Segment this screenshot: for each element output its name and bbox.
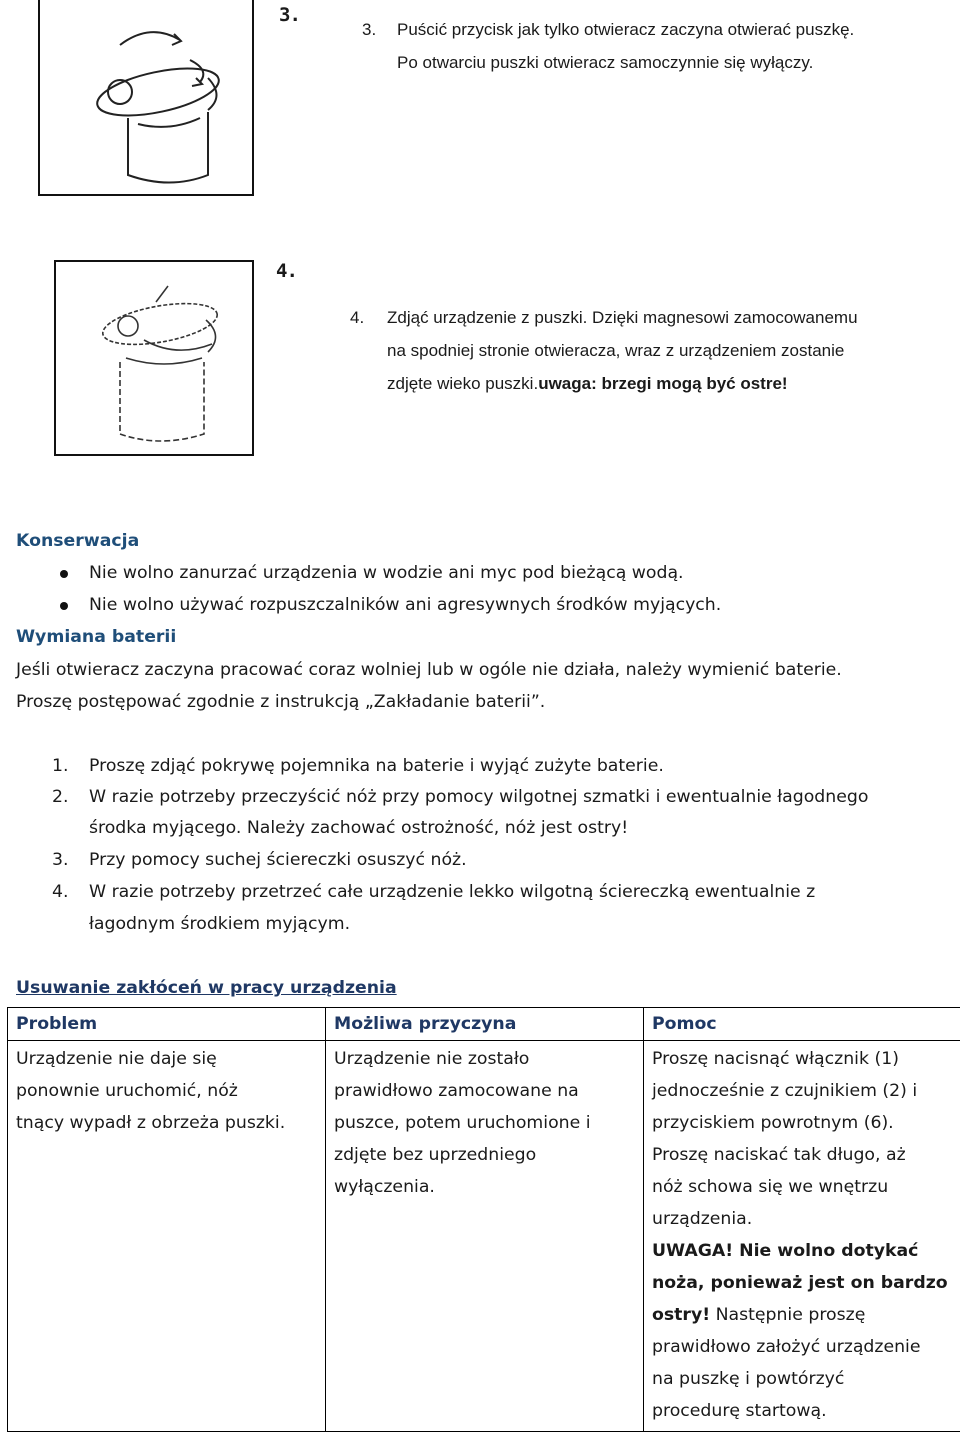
column-header-problem: Problem [8, 1008, 326, 1041]
cause-line: prawidłowo zamocowane na [334, 1075, 635, 1107]
help-line: urządzenia. [652, 1203, 952, 1235]
help-line: na puszkę i powtórzyć [652, 1363, 952, 1395]
troubleshooting-heading: Usuwanie zakłóceń w pracy urządzenia [16, 973, 397, 1004]
battery-intro-2: Proszę postępować zgodnie z instrukcją „Zakładanie baterii”. [16, 687, 545, 718]
problem-line: tnący wypadł z obrzeża puszki. [16, 1107, 317, 1139]
figure-4-number: 4. [276, 260, 297, 282]
table-row [8, 1041, 960, 1432]
help-cell [644, 1041, 960, 1432]
battery-step-3-number: 3. [52, 845, 69, 876]
bullet-icon [60, 602, 68, 610]
cause-line: zdjęte bez uprzedniego [334, 1139, 635, 1171]
battery-step-1-number: 1. [52, 751, 69, 782]
column-header-cause: Możliwa przyczyna [326, 1008, 644, 1041]
cause-line: wyłączenia. [334, 1171, 635, 1203]
battery-step-2-number: 2. [52, 782, 69, 813]
help-warning-end: ostry! [652, 1305, 710, 1325]
step-4-line-1: Zdjąć urządzenie z puszki. Dzięki magnesowi zamocowanemu [387, 301, 858, 334]
cause-line: Urządzenie nie zostało [334, 1043, 635, 1075]
help-line: Proszę naciskać tak długo, aż [652, 1139, 952, 1171]
battery-step-4-line-2: łagodnym środkiem myjącym. [89, 909, 350, 940]
bullet-icon [60, 570, 68, 578]
figure-3-frame [38, 0, 254, 196]
step-4-line-2: na spodniej stronie otwieracza, wraz z urządzeniem zostanie [387, 334, 844, 367]
step-4-number: 4. [350, 301, 364, 334]
maintenance-heading: Konserwacja [16, 526, 139, 557]
cause-cell [326, 1041, 644, 1432]
maintenance-bullet-2: Nie wolno używać rozpuszczalników ani agresywnych środków myjących. [89, 590, 721, 621]
help-line: przyciskiem powrotnym (6). [652, 1107, 952, 1139]
help-warning-line: UWAGA! Nie wolno dotykać [652, 1235, 952, 1267]
problem-line: ponownie uruchomić, nóż [16, 1075, 317, 1107]
figure-4-frame [54, 260, 254, 456]
step-3-line-1: Puścić przycisk jak tylko otwieracz zaczyna otwierać puszkę. [397, 13, 854, 46]
help-line: jednocześnie z czujnikiem (2) i [652, 1075, 952, 1107]
battery-heading: Wymiana baterii [16, 622, 176, 653]
can-opener-on-can-icon [40, 0, 252, 196]
troubleshooting-table [7, 1007, 960, 1432]
help-warning-line: noża, ponieważ jest on bardzo [652, 1267, 952, 1299]
battery-step-4-line-1: W razie potrzeby przetrzeć całe urządzenie lekko wilgotną ściereczką ewentualnie z [89, 877, 815, 908]
help-after-warning: Następnie proszę [710, 1305, 865, 1325]
problem-line: Urządzenie nie daje się [16, 1043, 317, 1075]
battery-intro-1: Jeśli otwieracz zaczyna pracować coraz wolniej lub w ogóle nie działa, należy wymienić baterie. [16, 655, 842, 686]
help-warning-line [652, 1299, 952, 1331]
cause-line: puszce, potem uruchomione i [334, 1107, 635, 1139]
help-line: procedurę startową. [652, 1395, 952, 1427]
help-line: prawidłowo założyć urządzenie [652, 1331, 952, 1363]
column-header-help: Pomoc [644, 1008, 960, 1041]
battery-step-3-line-1: Przy pomocy suchej ściereczki osuszyć nóż. [89, 845, 467, 876]
battery-step-1-line-1: Proszę zdjąć pokrywę pojemnika na baterie i wyjąć zużyte baterie. [89, 751, 664, 782]
help-line: Proszę nacisnąć włącznik (1) [652, 1043, 952, 1075]
battery-step-2-line-2: środka myjącego. Należy zachować ostrożność, nóż jest ostry! [89, 813, 628, 844]
can-opener-lifting-lid-icon [56, 262, 252, 454]
battery-step-4-number: 4. [52, 877, 69, 908]
help-line: nóż schowa się we wnętrzu [652, 1171, 952, 1203]
battery-step-2-line-1: W razie potrzeby przeczyścić nóż przy pomocy wilgotnej szmatki i ewentualnie łagodnego [89, 782, 868, 813]
maintenance-bullet-1: Nie wolno zanurzać urządzenia w wodzie ani myc pod bieżącą wodą. [89, 558, 684, 589]
step-3-line-2: Po otwarciu puszki otwieracz samoczynnie się wyłączy. [397, 46, 813, 79]
step-4-line-3-text: zdjęte wieko puszki. [387, 374, 538, 393]
figure-3-number: 3. [279, 4, 300, 26]
step-3-number: 3. [362, 13, 376, 46]
step-4-line-3 [387, 367, 788, 400]
sharp-edges-warning: uwaga: brzegi mogą być ostre! [538, 374, 787, 393]
table-header-row [8, 1008, 960, 1041]
problem-cell [8, 1041, 326, 1432]
